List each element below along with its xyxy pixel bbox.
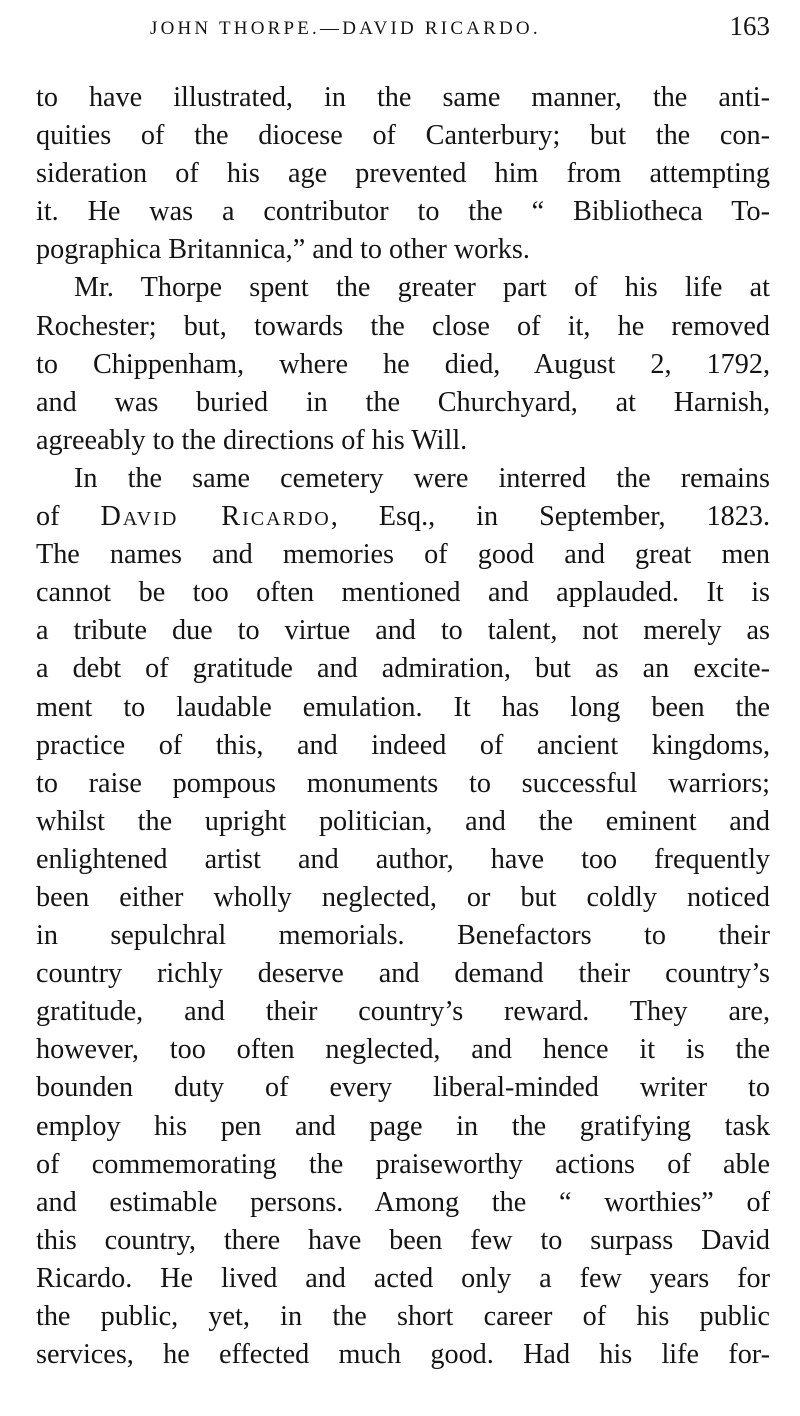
text-line: country richly deserve and demand their country’s	[36, 958, 770, 990]
text-line: a tribute due to virtue and to talent, not merely as	[36, 615, 770, 647]
text-line: however, too often neglected, and hence it is the	[36, 1034, 770, 1066]
text-line: employ his pen and page in the gratifying task	[36, 1110, 770, 1142]
text-line: services, he effected much good. Had his life for-	[36, 1339, 770, 1371]
running-head	[150, 11, 770, 44]
text-line: Ricardo. He lived and acted only a few years for	[36, 1262, 770, 1294]
text-line: in sepulchral memorials. Benefactors to their	[36, 920, 770, 952]
text-line: sideration of his age prevented him from attempting	[36, 158, 770, 190]
text-line: it. He was a contributor to the “ Bibliotheca To-	[36, 196, 770, 228]
text-line: the public, yet, in the short career of his public	[36, 1301, 770, 1332]
text-line: to have illustrated, in the same manner, the anti-	[36, 82, 770, 113]
text-line-with-name	[36, 498, 770, 536]
text-line: bounden duty of every liberal-minded writer to	[36, 1072, 770, 1104]
text-line: The names and memories of good and great men	[36, 539, 770, 571]
text-line: pographica Britannica,” and to other works.	[36, 234, 530, 266]
text-fragment: of	[36, 501, 101, 533]
body-text	[36, 79, 770, 1374]
text-line: and estimable persons. Among the “ worthies” of	[36, 1186, 770, 1218]
running-title: JOHN THORPE.—DAVID RICARDO.	[150, 18, 541, 39]
paragraph-first-line: Mr. Thorpe spent the greater part of his life at	[74, 272, 770, 304]
text-line: to Chippenham, where he died, August 2, 1792,	[36, 348, 770, 380]
text-line: whilst the upright politician, and the eminent and	[36, 805, 770, 837]
text-line: of commemorating the praiseworthy actions of able	[36, 1148, 770, 1180]
text-line: gratitude, and their country’s reward. They are,	[36, 996, 770, 1028]
text-line: been either wholly neglected, or but coldly noticed	[36, 881, 770, 913]
text-line: cannot be too often mentioned and applauded. It is	[36, 577, 770, 609]
text-line: Rochester; but, towards the close of it, he removed	[36, 310, 770, 342]
text-line: ment to laudable emulation. It has long been the	[36, 691, 770, 723]
paragraph-first-line: In the same cemetery were interred the remains	[74, 462, 770, 494]
text-line: agreeably to the directions of his Will.	[36, 424, 468, 456]
text-line: enlightened artist and author, have too frequently	[36, 843, 770, 875]
text-fragment: , Esq., in September, 1823.	[330, 501, 770, 533]
text-line: to raise pompous monuments to successful warriors;	[36, 767, 770, 799]
page-number: 163	[729, 11, 770, 41]
person-name: David Ricardo	[100, 501, 331, 533]
text-line: practice of this, and indeed of ancient kingdoms,	[36, 729, 770, 761]
text-line: quities of the diocese of Canterbury; but the con-	[36, 120, 770, 152]
text-line: this country, there have been few to surpass David	[36, 1224, 770, 1256]
text-line: a debt of gratitude and admiration, but as an excite-	[36, 653, 770, 685]
text-line: and was buried in the Churchyard, at Harnish,	[36, 386, 770, 418]
